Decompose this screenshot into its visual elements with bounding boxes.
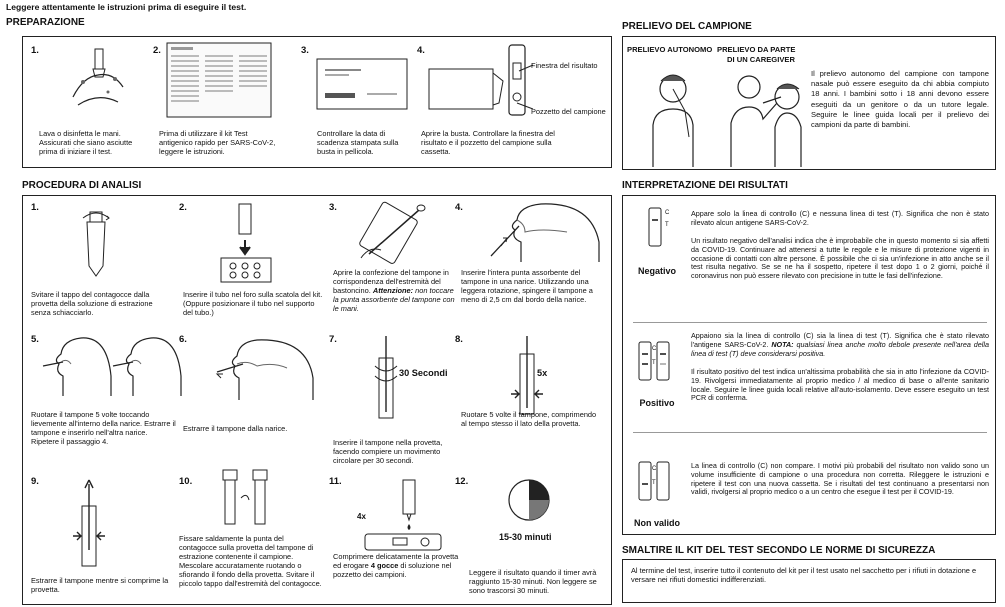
- pos-t-letter: T: [652, 360, 656, 366]
- self-swab-person-icon: [643, 67, 703, 167]
- negative-cassette-icon: [649, 208, 663, 248]
- positivo-p1-c: qualsiasi linea anche molto debole presente nell'area della linea di test (T) deve considerarsi positiva.: [691, 339, 989, 358]
- proc-step-5-text: Ruotare il tampone 5 volte toccando lievemente all'interno della narice. Estrarre il tampone e inserirlo nell'altra narice. Ripetere il passaggio 4.: [31, 410, 176, 446]
- caregiver-swab-icon: [727, 67, 805, 167]
- proc-step-2-num: 2.: [179, 202, 187, 213]
- prep-step-2-num: 2.: [153, 45, 161, 56]
- prep-step-4-text: Aprire la busta. Controllare la finestra del risultato e il pozzetto del campione sulla cassetta.: [421, 129, 555, 156]
- proc-step-3-text-c: non toccare la punta assorbente del tampone con le mani.: [333, 286, 455, 313]
- prelievo-autonomo-label: PRELIEVO AUTONOMO: [627, 45, 713, 54]
- separator: [633, 322, 987, 323]
- proc-step-11-text: [333, 552, 459, 579]
- proc-step-10-text: Fissare saldamente la punta del contagocce sulla provetta del tampone di estrazione contenente il campione. Mescolare accuratamente ruotando o sfiorando il fondo della provetta. Svitare il piccolo tappo dall'estremità del contagocce.: [179, 534, 322, 588]
- smaltire-title: SMALTIRE IL KIT DEL TEST SECONDO LE NORME DI SICUREZZA: [622, 545, 936, 556]
- prep-step-3-num: 3.: [301, 45, 309, 56]
- prep-step-3-text: Controllare la data di scadenza stampata sulla busta in pellicola.: [317, 129, 399, 156]
- positivo-p1: [691, 332, 989, 358]
- four-drops-label: 4x: [357, 512, 366, 521]
- proc-step-1-num: 1.: [31, 202, 39, 213]
- nose-insertion-icon: [481, 202, 601, 262]
- thirty-seconds-label: 30 Secondi: [399, 368, 448, 378]
- proc-step-11-text-c: di soluzione nel pozzetto dei campioni.: [333, 561, 452, 579]
- tube-into-box-icon: [219, 204, 279, 284]
- proc-step-6-num: 6.: [179, 334, 187, 345]
- positivo-nota: NOTA:: [771, 339, 794, 349]
- timer-label: 15-30 minuti: [499, 532, 552, 542]
- proc-step-12-text: Leggere il risultato quando il timer avrà raggiunto 15-30 minuti. Non leggere se sono trascorsi 30 minuti.: [469, 568, 597, 595]
- positivo-p2: Il risultato positivo del test indica un'altissima probabilità che sia in atto l'infezione da COVID-19. Rivolgersi immediatamente al proprio medico / al medico di base o all'ente sanitario locale. Seguire le linee guida locali relative all'auto-isolamento. Deve essere eseguito un test PCR di conferma.: [691, 367, 989, 403]
- positivo-p1-a: Appaiono sia la linea di controllo (C) sia la linea di test (T). Significa che è stato rilevato l'antigene SARS-CoV-2.: [691, 331, 989, 349]
- prep-step-1-num: 1.: [31, 45, 39, 56]
- rotate-swab-nose-icon: [41, 336, 181, 396]
- dropper-cap-icon: [219, 468, 279, 530]
- prelievo-caregiver-label-1: PRELIEVO DA PARTE: [717, 45, 796, 54]
- foil-pouch-icon: [317, 59, 409, 111]
- pointer-lines: [513, 61, 533, 115]
- drop-into-well-icon: [363, 480, 443, 554]
- proc-step-10-num: 10.: [179, 476, 193, 487]
- prelievo-caregiver-label-2: DI UN CAREGIVER: [727, 55, 795, 64]
- prelievo-text: Il prelievo autonomo del campione con tampone nasale può essere eseguito da chi abbia compiuto 18 anni. I bambini sotto i 18 anni devono essere eseguiti da un genitore o da un tutore legale. Seguire le linee guida locali per il prelievo dei campioni da parte di bambini.: [811, 69, 989, 130]
- proc-step-9-num: 9.: [31, 476, 39, 487]
- proc-step-5-num: 5.: [31, 334, 39, 345]
- separator: [633, 432, 987, 433]
- finestra-label: Finestra del risultato: [531, 61, 598, 70]
- leaflet-icon: [167, 43, 271, 119]
- remove-swab-icon: [217, 338, 317, 400]
- swab-in-tube-icon: [371, 336, 401, 422]
- inv-t-letter: T: [652, 480, 656, 486]
- inv-c-letter: C: [652, 466, 657, 472]
- non-valido-label: Non valido: [633, 518, 680, 528]
- proc-step-8-num: 8.: [455, 334, 463, 345]
- prep-step-4-num: 4.: [417, 45, 425, 56]
- neg-c-letter: C: [665, 210, 670, 216]
- proc-step-3-text-a: Aprire la confezione del tampone in corrispondenza dell'estremità del bastoncino.: [333, 268, 449, 295]
- proc-step-9-text: Estrarre il tampone mentre si comprime la provetta.: [31, 576, 169, 594]
- dropper-bottle-icon: [81, 208, 111, 278]
- prep-step-1-text: Lava o disinfetta le mani. Assicurati che siano asciutte prima di iniziare il test.: [39, 129, 133, 156]
- proc-step-4-num: 4.: [455, 202, 463, 213]
- preparazione-box: [22, 36, 612, 168]
- prelievo-title: PRELIEVO DEL CAMPIONE: [622, 21, 752, 32]
- proc-step-7-num: 7.: [329, 334, 337, 345]
- timer-icon: [507, 478, 551, 522]
- prelievo-box: [622, 36, 996, 170]
- negativo-label: Negativo: [637, 266, 676, 276]
- positivo-label: Positivo: [639, 398, 675, 408]
- proc-step-3-text: [333, 268, 461, 313]
- proc-step-6-text: Estrarre il tampone dalla narice.: [183, 424, 288, 433]
- intro-text: Leggere attentamente le istruzioni prima di eseguire il test.: [6, 2, 247, 12]
- hand-washing-icon: [63, 47, 133, 117]
- proc-step-12-num: 12.: [455, 476, 469, 487]
- proc-step-11-num: 11.: [329, 476, 342, 487]
- proc-step-2-text: Inserire il tubo nel foro sulla scatola del kit. (Oppure posizionare il tubo nel supporto del tubo.): [183, 290, 323, 317]
- neg-t-letter: T: [665, 222, 669, 228]
- proc-step-4-text: Inserire l'intera punta assorbente del tampone in una narice. Utilizzando una leggera rotazione, spingere il tampone a meno di 2,5 cm dal bordo della narice.: [461, 268, 593, 304]
- pozzetto-label: Pozzetto del campione: [531, 107, 606, 116]
- proc-step-7-text: Inserire il tampone nella provetta, facendo compiere un movimento circolare per 30 secondi.: [333, 438, 443, 465]
- prep-step-2-text: Prima di utilizzare il kit Test antigenico rapido per SARS-CoV-2, leggere le istruzioni.: [159, 129, 276, 156]
- proc-step-1-text: Svitare il tappo del contagocce dalla provetta della soluzione di estrazione senza schiacciarlo.: [31, 290, 153, 317]
- proc-step-8-text: Ruotare 5 volte il tampone, comprimendo al tempo stesso il lato della provetta.: [461, 410, 597, 428]
- negativo-p2: Un risultato negativo dell'analisi indica che è improbabile che in questo momento si sia affetti da COVID-19. Continuare ad attenersi a tutte le regole e le misure di protezione vigenti in occasione di contatti con altre persone. È possibile che ci sia un'infezione in atto anche se il test risulta negativo. Se se ne ha il sospetto, ripetere il test dopo 1 o 2 giorni, poiché il coronavirus non può essere rilevato con precisione in tutte le fasi dell'infezione.: [691, 236, 989, 281]
- interpretazione-box: [622, 195, 996, 535]
- procedura-title: PROCEDURA DI ANALISI: [22, 180, 142, 191]
- proc-step-3-attention: Attenzione:: [372, 286, 414, 295]
- proc-step-3-num: 3.: [329, 202, 337, 213]
- five-times-label: 5x: [537, 368, 548, 378]
- swab-package-icon: [359, 202, 439, 268]
- non-valido-p1: La linea di controllo (C) non compare. I motivi più probabili del risultato non valido sono un volume insufficiente di campione o una procedura non corretta. Rileggere le istruzioni e ripetere il test con una nuova cassetta. Se i risultati del test continuano a presentarsi non validi, rivolgersi al proprio medico o a un centro che esegue il test per il COVID-19.: [691, 461, 989, 497]
- smaltire-box: [622, 559, 996, 603]
- proc-step-11-text-a: Comprimere delicatamente la provetta ed erogare: [333, 552, 459, 570]
- procedura-box: [22, 195, 612, 605]
- negativo-p1: Appare solo la linea di controllo (C) e nessuna linea di test (T). Significa che non è stato rilevato alcun antigene SARS-CoV-2.: [691, 209, 989, 227]
- proc-step-11-drops: 4 gocce: [370, 561, 399, 570]
- smaltire-text: Al termine del test, inserire tutto il contenuto del kit per il test usato nel sacchetto per i rifiuti in dotazione e versare nei rifiuti domestici indifferenziati.: [631, 566, 977, 585]
- preparazione-title: PREPARAZIONE: [6, 17, 85, 28]
- extract-swab-icon: [69, 480, 109, 570]
- pos-c-letter: C: [652, 346, 657, 352]
- interpretazione-title: INTERPRETAZIONE DEI RISULTATI: [622, 180, 788, 191]
